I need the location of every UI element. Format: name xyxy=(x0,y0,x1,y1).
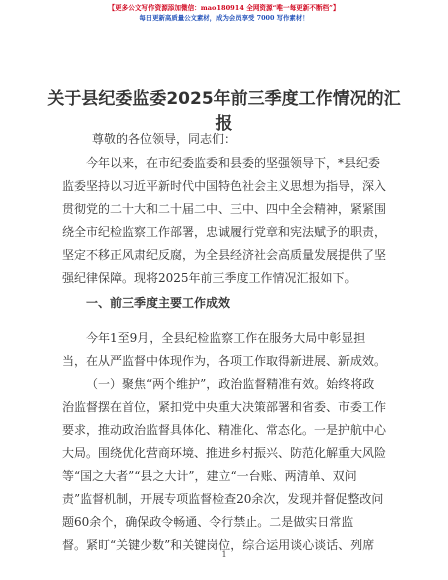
subsection-line: 治监督摆在首位，紧扣党中央重大决策部署和省委、市委工作 xyxy=(62,400,387,414)
subsection-line: 督。紧盯“关键少数”和关键岗位，综合运用谈心谈话、列席 xyxy=(62,538,375,552)
subsection-line: 大局。围绕优化营商环境、推进乡村振兴、防范化解重大风险 xyxy=(62,446,387,460)
salutation: 尊敬的各位领导，同志们： xyxy=(92,132,237,146)
subsection-line: 要求，推动政治监督具体化、精准化、常态化。一是护航中心 xyxy=(62,423,387,437)
page-number: 1 xyxy=(221,550,227,559)
subsection-line: 等“国之大者”“县之大计”，建立“一台账、两清单、双问 xyxy=(62,469,357,483)
intro-line: 坚定不移正风肃纪反腐，为全县经济社会高质量发展提供了坚 xyxy=(62,248,387,262)
intro-line: 绕全市纪检监察工作部署，忠诚履行党章和宪法赋予的职责， xyxy=(62,225,387,239)
intro-line: 贯彻党的二十大和二十届二中、三中、四中全会精神，紧紧围 xyxy=(62,202,387,216)
section-heading: 一、前三季度主要工作成效 xyxy=(86,296,231,310)
subsection-line: （一）聚焦“两个维护”，政治监督精准有效。始终将政 xyxy=(86,377,375,391)
document-title-line: 关于县纪委监委2025年前三季度工作情况的汇 xyxy=(47,89,401,109)
intro-line: 今年以来，在市纪委监委和县委的坚强领导下，*县纪委 xyxy=(86,156,381,170)
section-intro-line: 今年1至9月，全县纪检监察工作在服务大局中彰显担 xyxy=(86,331,366,345)
promo-banner-line-2: 每日更新高质量公文素材，成为会员享受 7000 写作素材！ xyxy=(139,14,309,22)
subsection-line: 题60余个，确保政令畅通、令行禁止。二是做实日常监 xyxy=(62,515,354,529)
intro-paragraph xyxy=(62,152,398,290)
promo-banner xyxy=(0,3,448,23)
section-intro-paragraph xyxy=(62,327,398,373)
subsection-line: 责”监督机制，开展专项监督检查20余次，发现并督促整改问 xyxy=(62,492,384,506)
document-title-line: 报 xyxy=(215,114,233,134)
intro-line: 监委坚持以习近平新时代中国特色社会主义思想为指导，深入 xyxy=(62,179,387,193)
intro-line: 强纪律保障。现将2025年前三季度工作情况汇报如下。 xyxy=(62,271,357,285)
promo-banner-line-1: 【更多公文写作资源添加微信：mao180914 全网资源“唯一每更新不断档”】 xyxy=(108,4,340,12)
subsection-paragraph xyxy=(62,373,398,557)
section-intro-line: 当，在从严监督中体现作为，各项工作取得新进展、新成效。 xyxy=(62,354,387,368)
